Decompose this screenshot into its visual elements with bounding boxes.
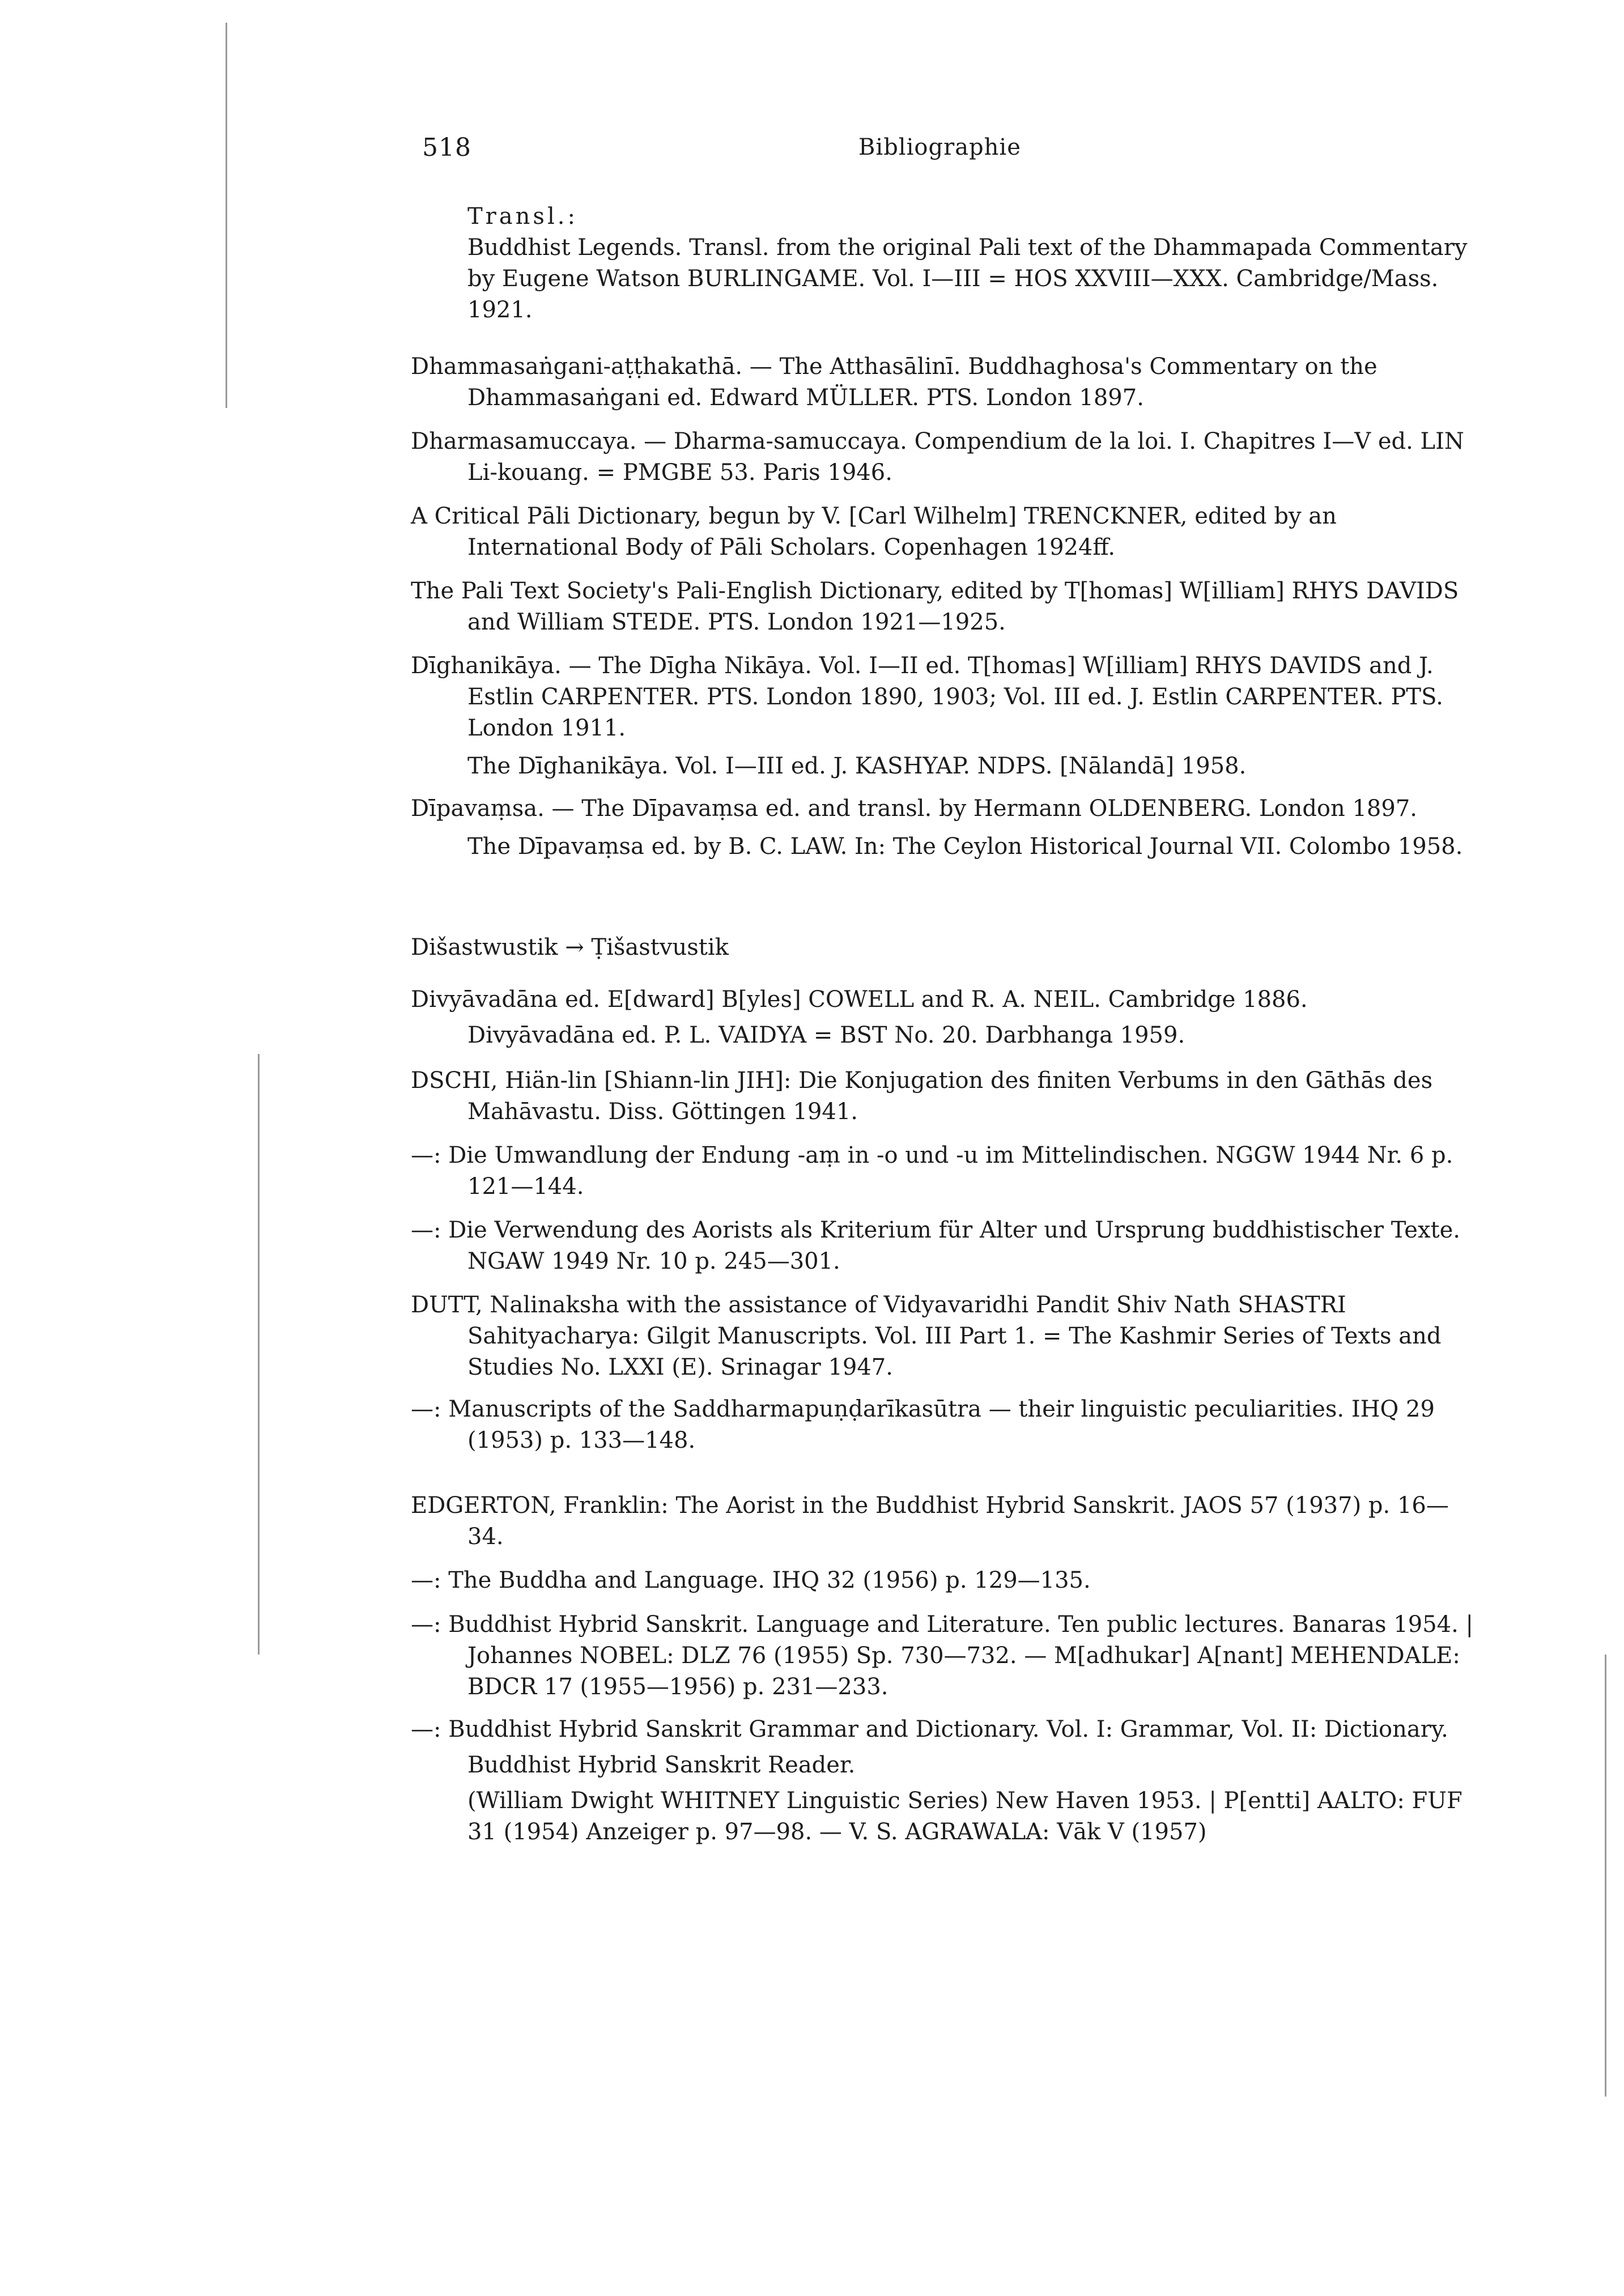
entry-line: Dīpavaṃsa. — The Dīpavaṃsa ed. and transl. by Hermann OLDENBERG. London 1897. bbox=[411, 796, 1417, 822]
entry-line: —: Buddhist Hybrid Sanskrit Grammar and Dictionary. Vol. I: Grammar, Vol. II: Dictionary. bbox=[411, 1716, 1448, 1742]
entry-line: Dharmasamuccaya. — Dharma-samuccaya. Compendium de la loi. I. Chapitres I—V ed. LIN Li-kouang. = PMGBE 53. Paris 1946. bbox=[411, 428, 1464, 486]
entry-line: DUTT, Nalinaksha with the assistance of Vidyavaridhi Pandit Shiv Nath SHASTRI Sahityacharya: Gilgit Manuscripts. Vol. III Part 1. = The Kashmir Series of Texts and Studies No. LXXI (E). Srinagar 1947. bbox=[411, 1292, 1442, 1380]
entry-line: The Dīghanikāya. Vol. I—III ed. J. KASHYAP. NDPS. [Nālandā] 1958. bbox=[467, 753, 1247, 779]
entry-line: Dišastwustik → Ṭišastvustik bbox=[411, 934, 729, 960]
entry-line: —: Die Verwendung des Aorists als Kriterium für Alter und Ursprung buddhistischer Texte. NGAW 1949 Nr. 10 p. 245—301. bbox=[411, 1217, 1460, 1274]
entry-line: Buddhist Hybrid Sanskrit Reader. bbox=[467, 1752, 856, 1778]
entry-line: EDGERTON, Franklin: The Aorist in the Buddhist Hybrid Sanskrit. JAOS 57 (1937) p. 16—34. bbox=[411, 1493, 1449, 1550]
bib-entry-critical-pali bbox=[411, 501, 1476, 563]
bib-entry-transl bbox=[411, 201, 1476, 326]
bib-entry-divyavadana bbox=[411, 984, 1476, 1051]
entry-line: Dhammasaṅgani-aṭṭhakathā. — The Atthasālinī. Buddhaghosa's Commentary on the Dhammasaṅgani ed. Edward MÜLLER. PTS. London 1897. bbox=[411, 354, 1378, 411]
bib-entry-dutt-gilgit bbox=[411, 1290, 1476, 1383]
bib-entry-edgerton-buddha bbox=[411, 1565, 1476, 1596]
bib-entry-dighanikaya bbox=[411, 650, 1476, 782]
bib-entry-dharmasamuccaya bbox=[411, 426, 1476, 488]
entry-line: DSCHI, Hiän-lin [Shiann-lin JIH]: Die Konjugation des finiten Verbums in den Gāthās des Mahāvastu. Diss. Göttingen 1941. bbox=[411, 1068, 1433, 1125]
entry-line: —: Die Umwandlung der Endung -aṃ in -o und -u im Mittelindischen. NGGW 1944 Nr. 6 p. 121—144. bbox=[411, 1142, 1453, 1200]
entry-line: (William Dwight WHITNEY Linguistic Series) New Haven 1953. | P[entti] AALTO: FUF 31 (1954) Anzeiger p. 97—98. — V. S. AGRAWALA: Vāk V (1957) bbox=[467, 1788, 1463, 1845]
entry-line: —: The Buddha and Language. IHQ 32 (1956) p. 129—135. bbox=[411, 1567, 1091, 1593]
entry-line: —: Buddhist Hybrid Sanskrit. Language and Literature. Ten public lectures. Banaras 1954. | Johannes NOBEL: DLZ 76 (1955) Sp. 730—732. — M[adhukar] A[nant] MEHENDALE: BDCR 17 (1955—1956) p. 231—233. bbox=[411, 1612, 1473, 1700]
entry-line: The Pali Text Society's Pali-English Dictionary, edited by T[homas] W[illiam] RHYS DAVIDS and William STEDE. PTS. London 1921—1925. bbox=[411, 578, 1459, 635]
bib-entry-dschi-umwandlung bbox=[411, 1140, 1476, 1202]
entry-line: Buddhist Legends. Transl. from the original Pali text of the Dhammapada Commentary by Eugene Watson BURLINGAME. Vol. I—III = HOS XXVIII—XXX. Cambridge/Mass. 1921. bbox=[467, 235, 1468, 323]
bib-entry-edgerton-bhs bbox=[411, 1609, 1476, 1703]
bib-entry-edgerton-grammar bbox=[411, 1714, 1476, 1848]
bib-entry-pts-dictionary bbox=[411, 576, 1476, 638]
entry-line: Dīghanikāya. — The Dīgha Nikāya. Vol. I—II ed. T[homas] W[illiam] RHYS DAVIDS and J. Estlin CARPENTER. PTS. London 1890, 1903; Vol. III ed. J. Estlin CARPENTER. PTS. London 1911. bbox=[411, 653, 1443, 741]
scan-edge-line bbox=[1605, 1655, 1606, 2097]
scan-edge-line bbox=[226, 23, 227, 408]
entry-line: Divyāvadāna ed. P. L. VAIDYA = BST No. 20. Darbhanga 1959. bbox=[467, 1022, 1185, 1048]
scan-edge-line bbox=[258, 1054, 260, 1655]
bib-entry-dutt-manuscripts bbox=[411, 1394, 1476, 1456]
entry-line: —: Manuscripts of the Saddharmapuṇḍarīkasūtra — their linguistic peculiarities. IHQ 29 (1953) p. 133—148. bbox=[411, 1396, 1435, 1453]
bib-entry-dhammasangani bbox=[411, 351, 1476, 414]
bib-entry-dipavamsa bbox=[411, 793, 1476, 862]
page-number: 518 bbox=[422, 133, 471, 162]
entry-line: A Critical Pāli Dictionary, begun by V. [Carl Wilhelm] TRENCKNER, edited by an International Body of Pāli Scholars. Copenhagen 1924ff. bbox=[411, 503, 1337, 560]
bib-entry-disastwustik bbox=[411, 932, 1476, 963]
entry-line: Divyāvadāna ed. E[dward] B[yles] COWELL and R. A. NEIL. Cambridge 1886. bbox=[411, 987, 1308, 1013]
entry-line: The Dīpavaṃsa ed. by B. C. LAW. In: The Ceylon Historical Journal VII. Colombo 1958. bbox=[467, 834, 1463, 860]
bib-entry-dschi-konjugation bbox=[411, 1065, 1476, 1128]
running-head: Bibliographie bbox=[858, 134, 1021, 160]
bib-entry-dschi-verwendung bbox=[411, 1215, 1476, 1277]
bib-entry-edgerton-aorist bbox=[411, 1490, 1476, 1553]
entry-heading: Transl.: bbox=[467, 203, 578, 229]
